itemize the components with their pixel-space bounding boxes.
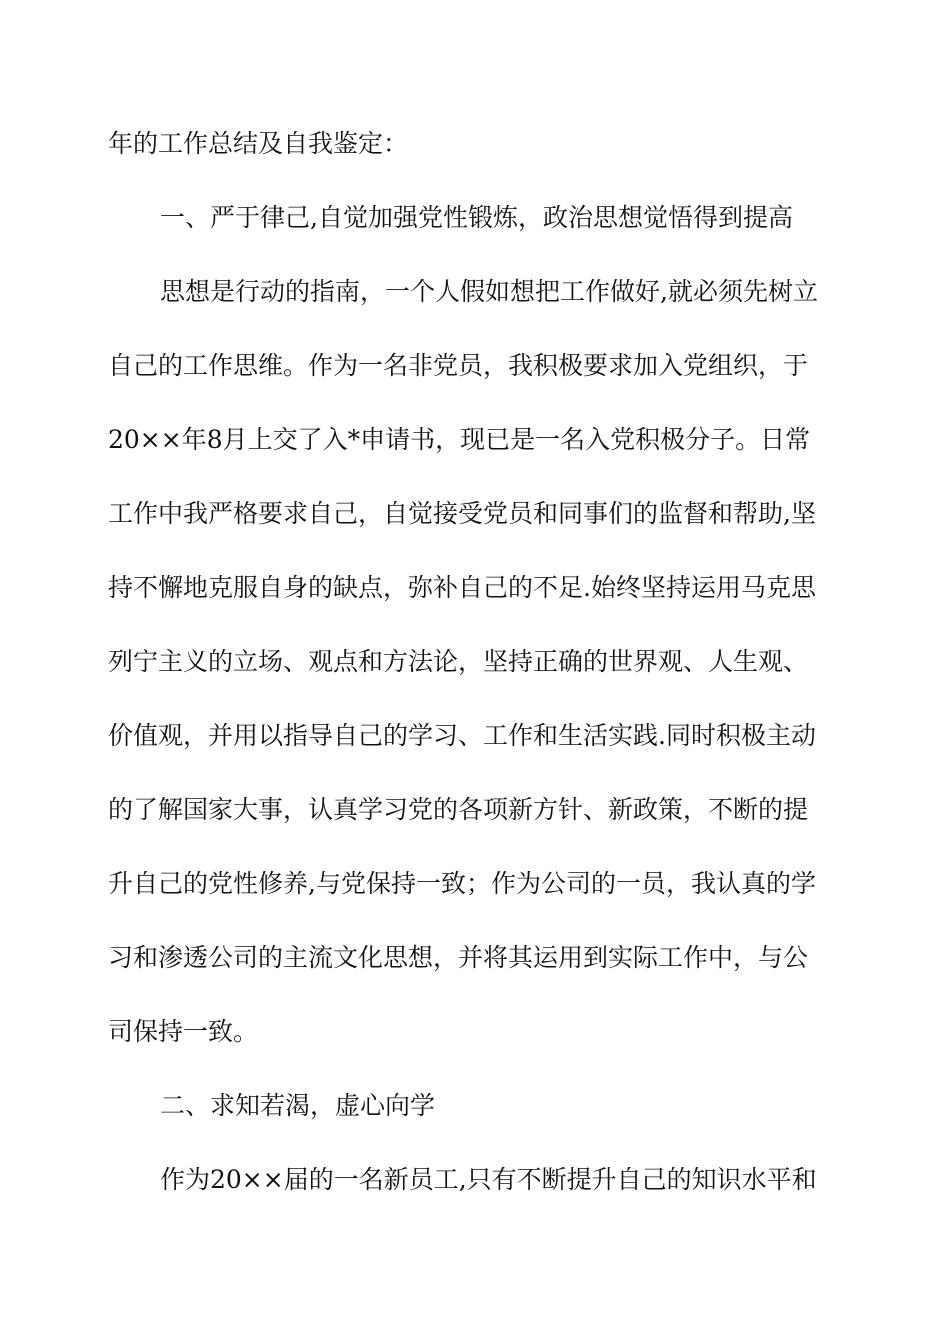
paragraph-line-1: 思想是行动的指南，一个人假如想把工作做好,就必须先树立 <box>160 277 818 306</box>
paragraph-line-4: 工作中我严格要求自己，自觉接受党员和同事们的监督和帮助,坚 <box>108 499 816 528</box>
paragraph-line-6: 列宁主义的立场、观点和方法论，坚持正确的世界观、人生观、 <box>108 647 809 676</box>
paragraph-line-12: 作为20××届的一名新员工,只有不断提升自己的知识水平和 <box>160 1165 817 1194</box>
section-heading-1: 一、严于律己,自觉加强党性锻炼，政治思想觉悟得到提高 <box>160 203 793 232</box>
document-body <box>108 127 843 1237</box>
paragraph-line-3: 20××年8月上交了入*申请书，现已是一名入党积极分子。日常 <box>108 425 811 454</box>
section-heading-2: 二、求知若渴，虚心向学 <box>160 1091 436 1120</box>
paragraph-line-5: 持不懈地克服自身的缺点，弥补自己的不足.始终坚持运用马克思 <box>108 573 816 602</box>
paragraph-line-10: 习和渗透公司的主流文化思想，并将其运用到实际工作中，与公 <box>108 943 809 972</box>
text-line-1: 年的工作总结及自我鉴定： <box>108 129 409 158</box>
paragraph-line-7: 价值观，并用以指导自己的学习、工作和生活实践.同时积极主动 <box>108 721 816 750</box>
paragraph-line-11: 司保持一致。 <box>108 1017 259 1046</box>
paragraph-line-2: 自己的工作思维。作为一名非党员，我积极要求加入党组织，于 <box>108 351 809 380</box>
paragraph-line-8: 的了解国家大事，认真学习党的各项新方针、新政策，不断的提 <box>108 795 809 824</box>
paragraph-line-9: 升自己的党性修养,与党保持一致；作为公司的一员，我认真的学 <box>108 869 816 898</box>
